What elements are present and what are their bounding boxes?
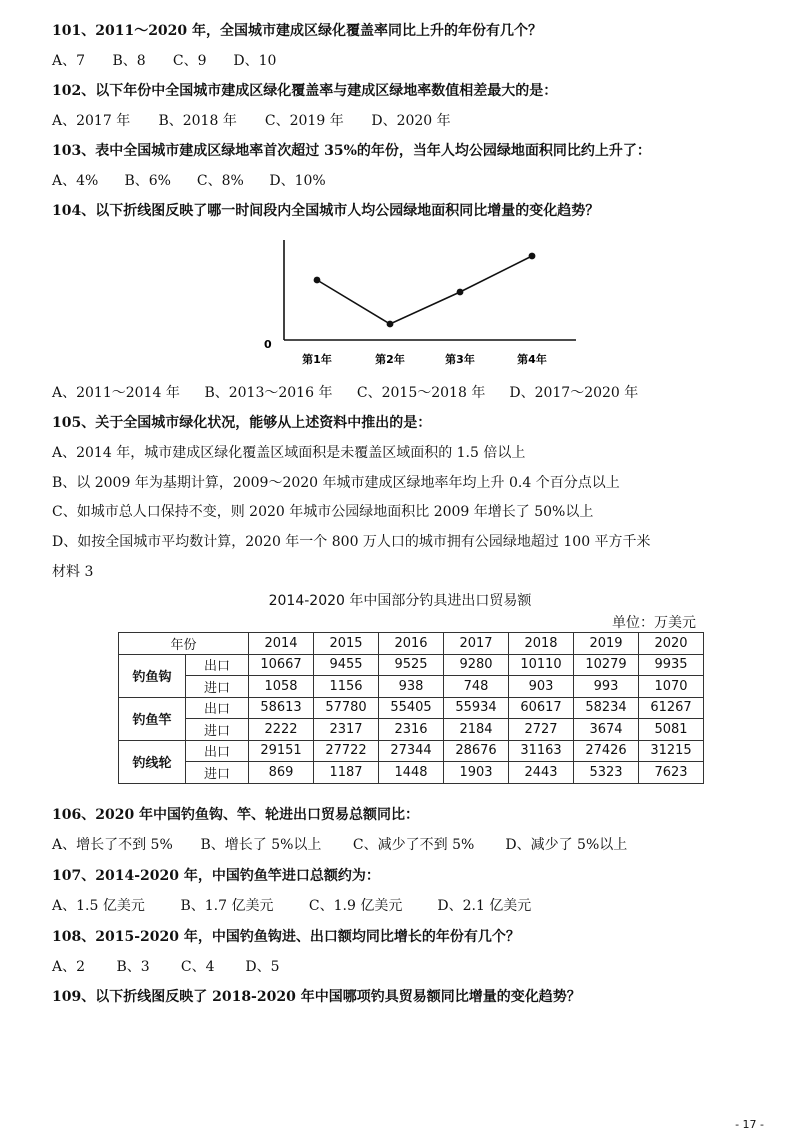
table-row xyxy=(119,719,704,741)
question-104: 104、以下折线图反映了哪一时间段内全国城市人均公园绿地面积同比增量的变化趋势？ xyxy=(52,203,600,219)
table-cell: 938 xyxy=(379,676,444,698)
category-hook: 钓鱼钩 xyxy=(119,654,186,697)
table-cell: 27344 xyxy=(379,740,444,762)
option-d[interactable]: D、2017～2020 年 xyxy=(509,385,639,401)
table-cell: 28676 xyxy=(444,740,509,762)
table-cell: 58234 xyxy=(574,697,639,719)
table-cell: 903 xyxy=(509,676,574,698)
table-unit: 单位：万美元 xyxy=(612,615,696,631)
table-cell: 9280 xyxy=(444,654,509,676)
table-cell: 27426 xyxy=(574,740,639,762)
question-106-options xyxy=(52,835,627,855)
question-101-options xyxy=(52,51,276,71)
x-tick-label: 第4年 xyxy=(517,353,547,366)
table-cell: 1187 xyxy=(314,762,379,784)
table-cell: 9935 xyxy=(639,654,704,676)
year-header: 2016 xyxy=(379,633,444,655)
row-label: 出口 xyxy=(186,740,249,762)
option-b[interactable]: B、增长了 5%以上 xyxy=(200,837,322,853)
option-c[interactable]: C、1.9 亿美元 xyxy=(308,898,403,914)
data-point xyxy=(387,321,394,328)
table-cell: 60617 xyxy=(509,697,574,719)
table-cell: 2222 xyxy=(249,719,314,741)
table-row xyxy=(119,676,704,698)
option-b[interactable]: B、6% xyxy=(124,173,171,189)
table-cell: 5323 xyxy=(574,762,639,784)
table-cell: 55405 xyxy=(379,697,444,719)
table-cell: 55934 xyxy=(444,697,509,719)
question-103: 103、表中全国城市建成区绿地率首次超过 35%的年份，当年人均公园绿地面积同比约上升了： xyxy=(52,143,651,159)
table-cell: 2727 xyxy=(509,719,574,741)
table-cell: 27722 xyxy=(314,740,379,762)
option-a[interactable]: A、1.5 亿美元 xyxy=(52,898,145,914)
table-cell: 10279 xyxy=(574,654,639,676)
option-d[interactable]: D、5 xyxy=(245,959,280,975)
table-cell: 1058 xyxy=(249,676,314,698)
option-c[interactable]: C、4 xyxy=(180,959,215,975)
table-cell: 1070 xyxy=(639,676,704,698)
table-cell: 993 xyxy=(574,676,639,698)
table-cell: 1156 xyxy=(314,676,379,698)
material-heading: 材料 3 xyxy=(52,564,94,580)
question-107: 107、2014-2020 年，中国钓鱼竿进口总额约为： xyxy=(52,868,380,884)
option-d[interactable]: D、如按全国城市平均数计算，2020 年一个 800 万人口的城市拥有公园绿地超过 100 平方千米 xyxy=(52,534,651,550)
option-c[interactable]: C、减少了不到 5% xyxy=(352,837,475,853)
data-point xyxy=(314,277,321,284)
option-d[interactable]: D、2020 年 xyxy=(371,113,451,129)
question-109: 109、以下折线图反映了 2018-2020 年中国哪项钓具贸易额同比增量的变化趋势？ xyxy=(52,989,581,1005)
option-c[interactable]: C、2019 年 xyxy=(264,113,344,129)
question-101: 101、2011～2020 年，全国城市建成区绿化覆盖率同比上升的年份有几个？ xyxy=(52,23,543,39)
table-cell: 31215 xyxy=(639,740,704,762)
option-b[interactable]: B、1.7 亿美元 xyxy=(180,898,274,914)
series-line xyxy=(317,256,532,324)
data-point xyxy=(457,289,464,296)
table-cell: 2317 xyxy=(314,719,379,741)
table-cell: 9455 xyxy=(314,654,379,676)
option-d[interactable]: D、10 xyxy=(233,53,277,69)
year-header: 2017 xyxy=(444,633,509,655)
table-cell: 57780 xyxy=(314,697,379,719)
table-cell: 2316 xyxy=(379,719,444,741)
table-cell: 10667 xyxy=(249,654,314,676)
row-label: 进口 xyxy=(186,719,249,741)
category-rod: 钓鱼竿 xyxy=(119,697,186,740)
table-cell: 5081 xyxy=(639,719,704,741)
table-cell: 29151 xyxy=(249,740,314,762)
question-105: 105、关于全国城市绿化状况，能够从上述资料中推出的是： xyxy=(52,415,432,431)
table-cell: 869 xyxy=(249,762,314,784)
table-cell: 1448 xyxy=(379,762,444,784)
table-cell: 10110 xyxy=(509,654,574,676)
option-d[interactable]: D、减少了 5%以上 xyxy=(505,837,628,853)
trade-table xyxy=(118,632,704,784)
table-cell: 9525 xyxy=(379,654,444,676)
year-header: 2020 xyxy=(639,633,704,655)
option-d[interactable]: D、10% xyxy=(269,173,326,189)
question-108: 108、2015-2020 年，中国钓鱼钩进、出口额均同比增长的年份有几个？ xyxy=(52,929,520,945)
option-c[interactable]: C、2015～2018 年 xyxy=(356,385,486,401)
table-cell: 31163 xyxy=(509,740,574,762)
option-c[interactable]: C、8% xyxy=(196,173,244,189)
option-b[interactable]: B、3 xyxy=(116,959,150,975)
year-header: 2019 xyxy=(574,633,639,655)
table-header-row xyxy=(119,633,704,655)
question-103-options xyxy=(52,171,326,191)
table-row xyxy=(119,697,704,719)
question-108-options xyxy=(52,957,280,977)
option-a[interactable]: A、7 xyxy=(52,53,86,69)
table-row xyxy=(119,740,704,762)
option-a[interactable]: A、2011～2014 年 xyxy=(52,385,180,401)
page-number: - 17 - xyxy=(735,1118,764,1131)
question-104-options xyxy=(52,383,638,403)
row-label: 出口 xyxy=(186,654,249,676)
x-tick-label: 第3年 xyxy=(445,353,475,366)
question-102-options xyxy=(52,111,451,131)
year-header: 2018 xyxy=(509,633,574,655)
question-107-options xyxy=(52,896,531,916)
row-label: 进口 xyxy=(186,762,249,784)
option-b[interactable]: B、以 2009 年为基期计算，2009～2020 年城市建成区绿地率年均上升 0.4 个百分点以上 xyxy=(52,475,620,491)
table-cell: 2184 xyxy=(444,719,509,741)
option-b[interactable]: B、8 xyxy=(112,53,146,69)
x-tick-label: 第1年 xyxy=(302,353,332,366)
option-a[interactable]: A、2017 年 xyxy=(52,113,131,129)
table-row xyxy=(119,654,704,676)
trend-line-chart xyxy=(260,232,580,372)
option-c[interactable]: C、9 xyxy=(172,53,207,69)
row-label: 出口 xyxy=(186,697,249,719)
table-cell: 7623 xyxy=(639,762,704,784)
year-header: 2015 xyxy=(314,633,379,655)
table-cell: 1903 xyxy=(444,762,509,784)
x-tick-label: 第2年 xyxy=(375,353,405,366)
option-c[interactable]: C、如城市总人口保持不变，则 2020 年城市公园绿地面积比 2009 年增长了 50%以上 xyxy=(52,504,594,520)
table-cell: 748 xyxy=(444,676,509,698)
table-cell: 58613 xyxy=(249,697,314,719)
option-b[interactable]: B、2018 年 xyxy=(158,113,237,129)
table-cell: 61267 xyxy=(639,697,704,719)
category-reel: 钓线轮 xyxy=(119,740,186,783)
origin-label: 0 xyxy=(264,338,272,351)
table-cell: 3674 xyxy=(574,719,639,741)
question-106: 106、2020 年中国钓鱼钩、竿、轮进出口贸易总额同比： xyxy=(52,807,420,823)
row-label: 进口 xyxy=(186,676,249,698)
data-point xyxy=(529,253,536,260)
year-header: 2014 xyxy=(249,633,314,655)
question-102: 102、以下年份中全国城市建成区绿化覆盖率与建成区绿地率数值相差最大的是： xyxy=(52,83,558,99)
table-cell: 2443 xyxy=(509,762,574,784)
option-a[interactable]: A、2014 年，城市建成区绿化覆盖区域面积是未覆盖区域面积的 1.5 倍以上 xyxy=(52,445,526,461)
header-year-label: 年份 xyxy=(119,633,249,655)
table-row xyxy=(119,762,704,784)
option-a[interactable]: A、4% xyxy=(52,173,99,189)
option-a[interactable]: A、2 xyxy=(52,959,86,975)
option-d[interactable]: D、2.1 亿美元 xyxy=(437,898,532,914)
table-title: 2014-2020 年中国部分钓具进出口贸易额 xyxy=(268,593,532,609)
option-b[interactable]: B、2013～2016 年 xyxy=(204,385,333,401)
option-a[interactable]: A、增长了不到 5% xyxy=(52,837,173,853)
